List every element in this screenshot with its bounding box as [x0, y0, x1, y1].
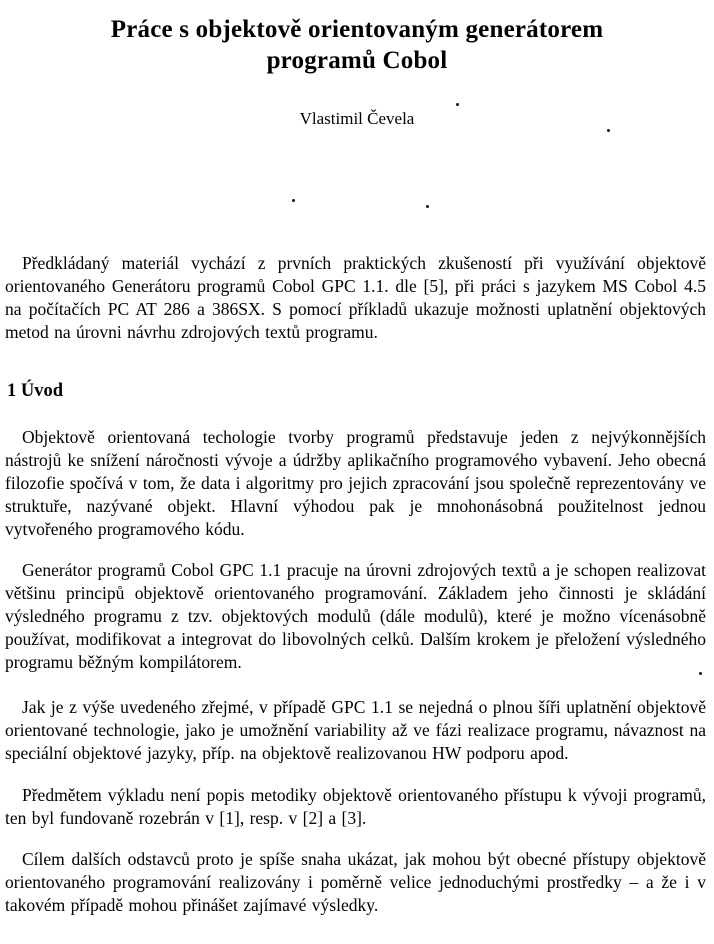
- scan-speck: [426, 205, 429, 208]
- paragraph-scope-note: Předmětem výkladu není popis metodiky objektově orientovaného přístupu k vývoji programů, ten byl fundovaně rozebrán v [1], resp. v [2] a [3].: [5, 785, 706, 828]
- scan-speck: [607, 129, 610, 132]
- abstract-paragraph: Předkládaný materiál vychází z prvních praktických zkušeností při využívání objektově orientovaného Generátoru programů Cobol GPC 1.1. dle [5], při práci s jazykem MS Cobol 4.5 na počítačích PC AT 286 a 386SX. S pomocí příkladů ukazuje možnosti uplatnění objektových metod na úrovni návrhu zdrojových textů programu.: [5, 253, 706, 342]
- author-name: Vlastimil Čevela: [299, 109, 415, 128]
- paragraph-oo-technology: Objektově orientovaná techologie tvorby programů představuje jeden z nejvýkonnějších nástrojů ke snížení náročnosti vývoje a údržby aplikačního programového vybavení. Jeho obecná filozofie spočívá v tom, že data i algoritmy pro jejich zpracování jsou společně reprezentovány ve struktuře, nazývané objekt. Hlavní výhodou pak je mnohonásobná použitelnost jednou vytvořeného programového kódu.: [5, 427, 706, 539]
- paper-title: Práce s objektově orientovaným generátorem programů Cobol: [110, 16, 604, 74]
- scan-speck: [699, 672, 702, 675]
- paragraph-gpc-generator: Generátor programů Cobol GPC 1.1 pracuje na úrovni zdrojových textů a je schopen realizovat většinu principů objektově orientovaného programování. Základem jeho činnosti je skládání výsledného programu z tzv. objektových modulů (dále modulů), které je možno vícenásobně používat, modifikovat a integrovat do libovolných celků. Dalším krokem je přeložení výsledného programu běžným kompilátorem.: [5, 560, 706, 672]
- paper-body: [5, 252, 706, 917]
- paragraph-gpc-limits: Jak je z výše uvedeného zřejmé, v případě GPC 1.1 se nejedná o plnou šíři uplatnění objektově orientované technologie, jako je umožnění variability až ve fázi realizace programu, návaznost na speciální objektové jazyky, příp. na objektově realizovanou HW podporu apod.: [5, 697, 706, 763]
- scan-speck: [456, 103, 459, 106]
- paragraph-goal: Cílem dalších odstavců proto je spíše snaha ukázat, jak mohou být obecné přístupy objektově orientovaného programování realizovány i poměrně velice jednoduchými prostředky – a že i v takovém případě mohou přinášet zajímavé výsledky.: [5, 849, 706, 915]
- section-heading-uvod: 1 Úvod: [7, 381, 64, 401]
- scan-speck: [292, 199, 295, 202]
